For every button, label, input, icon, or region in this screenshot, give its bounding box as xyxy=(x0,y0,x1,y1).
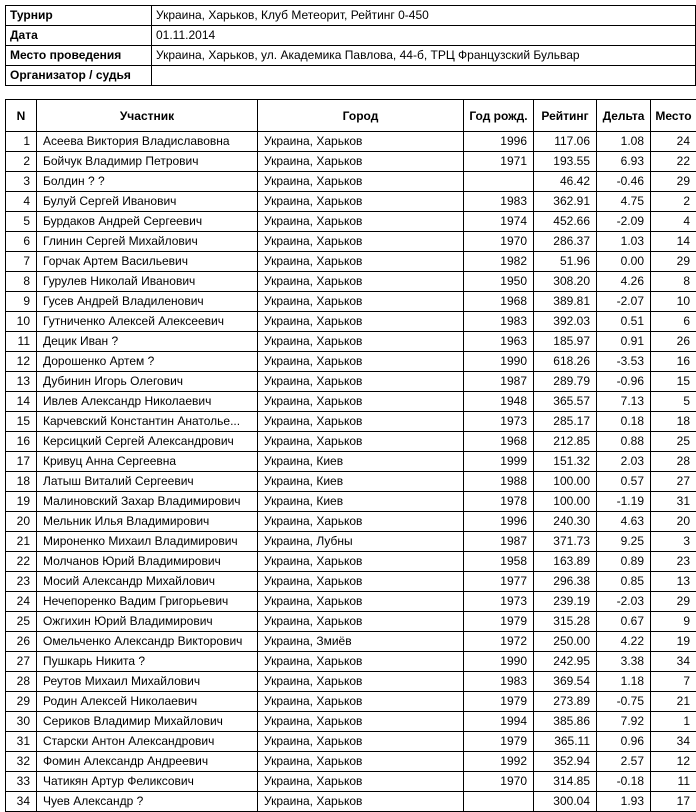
row-number: 30 xyxy=(6,712,37,732)
participant-city: Украина, Харьков xyxy=(258,292,464,312)
place: 1 xyxy=(651,712,696,732)
place: 13 xyxy=(651,572,696,592)
row-number: 12 xyxy=(6,352,37,372)
place: 16 xyxy=(651,352,696,372)
place: 18 xyxy=(651,412,696,432)
table-row xyxy=(6,512,696,532)
place: 25 xyxy=(651,432,696,452)
birth-year: 1968 xyxy=(464,432,534,452)
rating: 300.04 xyxy=(534,792,597,812)
participant-city: Украина, Харьков xyxy=(258,552,464,572)
participant-name: Карчевский Константин Анатолье... xyxy=(37,412,258,432)
participant-city: Украина, Харьков xyxy=(258,772,464,792)
birth-year: 1973 xyxy=(464,592,534,612)
participant-city: Украина, Харьков xyxy=(258,592,464,612)
participant-name: Чатикян Артур Феликсович xyxy=(37,772,258,792)
birth-year: 1979 xyxy=(464,732,534,752)
rating: 212.85 xyxy=(534,432,597,452)
rating-delta: 0.51 xyxy=(597,312,651,332)
place: 10 xyxy=(651,292,696,312)
participant-city: Украина, Харьков xyxy=(258,672,464,692)
participant-city: Украина, Харьков xyxy=(258,712,464,732)
birth-year: 1999 xyxy=(464,452,534,472)
rating-delta: -0.46 xyxy=(597,172,651,192)
rating: 314.85 xyxy=(534,772,597,792)
table-row xyxy=(6,132,696,152)
rating-delta: -2.03 xyxy=(597,592,651,612)
row-number: 7 xyxy=(6,252,37,272)
participant-name: Чуев Александр ? xyxy=(37,792,258,812)
rating: 352.94 xyxy=(534,752,597,772)
rating: 369.54 xyxy=(534,672,597,692)
participants-table-body xyxy=(6,132,696,812)
row-number: 21 xyxy=(6,532,37,552)
participant-name: Малиновский Захар Владимирович xyxy=(37,492,258,512)
birth-year: 1987 xyxy=(464,372,534,392)
rating: 365.57 xyxy=(534,392,597,412)
table-row xyxy=(6,772,696,792)
row-number: 26 xyxy=(6,632,37,652)
birth-year: 1988 xyxy=(464,472,534,492)
row-number: 33 xyxy=(6,772,37,792)
table-row xyxy=(6,312,696,332)
col-header-rating: Рейтинг xyxy=(534,100,597,132)
participant-name: Бойчук Владимир Петрович xyxy=(37,152,258,172)
rating: 371.73 xyxy=(534,532,597,552)
rating: 185.97 xyxy=(534,332,597,352)
table-row xyxy=(6,712,696,732)
rating-delta: 1.03 xyxy=(597,232,651,252)
tournament-info-body xyxy=(6,6,696,86)
header-row xyxy=(6,100,696,132)
info-value xyxy=(152,66,696,86)
row-number: 4 xyxy=(6,192,37,212)
rating: 273.89 xyxy=(534,692,597,712)
info-value: Украина, Харьков, Клуб Метеорит, Рейтинг 0-450 xyxy=(152,6,696,26)
birth-year: 1983 xyxy=(464,672,534,692)
rating: 46.42 xyxy=(534,172,597,192)
participant-city: Украина, Киев xyxy=(258,452,464,472)
participant-name: Ожгихин Юрий Владимирович xyxy=(37,612,258,632)
rating-delta: 1.08 xyxy=(597,132,651,152)
col-header-place: Место xyxy=(651,100,696,132)
row-number: 6 xyxy=(6,232,37,252)
birth-year: 1982 xyxy=(464,252,534,272)
rating: 239.19 xyxy=(534,592,597,612)
place: 4 xyxy=(651,212,696,232)
birth-year: 1970 xyxy=(464,232,534,252)
rating-delta: -0.96 xyxy=(597,372,651,392)
participant-name: Мосий Александр Михайлович xyxy=(37,572,258,592)
rating: 308.20 xyxy=(534,272,597,292)
participant-name: Децик Иван ? xyxy=(37,332,258,352)
rating-delta: 4.75 xyxy=(597,192,651,212)
participants-table-header xyxy=(6,100,696,132)
rating: 452.66 xyxy=(534,212,597,232)
participant-city: Украина, Змиёв xyxy=(258,632,464,652)
rating-delta: 0.89 xyxy=(597,552,651,572)
birth-year: 1996 xyxy=(464,132,534,152)
rating-delta: 6.93 xyxy=(597,152,651,172)
participant-city: Украина, Харьков xyxy=(258,172,464,192)
table-row xyxy=(6,572,696,592)
birth-year: 1983 xyxy=(464,312,534,332)
place: 19 xyxy=(651,632,696,652)
birth-year: 1958 xyxy=(464,552,534,572)
participant-name: Пушкарь Никита ? xyxy=(37,652,258,672)
birth-year: 1990 xyxy=(464,352,534,372)
participant-name: Асеева Виктория Владиславовна xyxy=(37,132,258,152)
participant-city: Украина, Харьков xyxy=(258,752,464,772)
place: 27 xyxy=(651,472,696,492)
place: 9 xyxy=(651,612,696,632)
participant-name: Болдин ? ? xyxy=(37,172,258,192)
participant-name: Мельник Илья Владимирович xyxy=(37,512,258,532)
participant-name: Омельченко Александр Викторович xyxy=(37,632,258,652)
participant-city: Украина, Харьков xyxy=(258,132,464,152)
participant-name: Бурдаков Андрей Сергеевич xyxy=(37,212,258,232)
rating-delta: 0.57 xyxy=(597,472,651,492)
participant-name: Латыш Виталий Сергеевич xyxy=(37,472,258,492)
row-number: 25 xyxy=(6,612,37,632)
table-row xyxy=(6,412,696,432)
participants-table xyxy=(5,99,696,812)
place: 31 xyxy=(651,492,696,512)
place: 24 xyxy=(651,132,696,152)
row-number: 29 xyxy=(6,692,37,712)
rating-delta: -1.19 xyxy=(597,492,651,512)
rating-delta: 4.63 xyxy=(597,512,651,532)
place: 20 xyxy=(651,512,696,532)
birth-year: 1978 xyxy=(464,492,534,512)
rating-delta: 0.96 xyxy=(597,732,651,752)
row-number: 2 xyxy=(6,152,37,172)
participant-city: Украина, Харьков xyxy=(258,372,464,392)
info-label: Дата xyxy=(6,26,152,46)
participant-city: Украина, Харьков xyxy=(258,432,464,452)
rating-delta: 7.13 xyxy=(597,392,651,412)
rating: 362.91 xyxy=(534,192,597,212)
rating: 151.32 xyxy=(534,452,597,472)
info-label: Место проведения xyxy=(6,46,152,66)
table-row xyxy=(6,212,696,232)
participant-name: Родин Алексей Николаевич xyxy=(37,692,258,712)
row-number: 17 xyxy=(6,452,37,472)
rating: 286.37 xyxy=(534,232,597,252)
table-row xyxy=(6,332,696,352)
row-number: 32 xyxy=(6,752,37,772)
table-row xyxy=(6,152,696,172)
participant-name: Гурулев Николай Иванович xyxy=(37,272,258,292)
birth-year: 1973 xyxy=(464,412,534,432)
participant-name: Гутниченко Алексей Алексеевич xyxy=(37,312,258,332)
row-number: 27 xyxy=(6,652,37,672)
birth-year: 1977 xyxy=(464,572,534,592)
participant-name: Нечепоренко Вадим Григорьевич xyxy=(37,592,258,612)
rating: 392.03 xyxy=(534,312,597,332)
participant-name: Булуй Сергей Иванович xyxy=(37,192,258,212)
row-number: 1 xyxy=(6,132,37,152)
table-row xyxy=(6,552,696,572)
table-row xyxy=(6,472,696,492)
rating-delta: 0.85 xyxy=(597,572,651,592)
col-header-city: Город xyxy=(258,100,464,132)
table-row xyxy=(6,612,696,632)
row-number: 23 xyxy=(6,572,37,592)
info-label: Турнир xyxy=(6,6,152,26)
row-number: 16 xyxy=(6,432,37,452)
rating: 250.00 xyxy=(534,632,597,652)
birth-year: 1948 xyxy=(464,392,534,412)
row-number: 3 xyxy=(6,172,37,192)
participant-city: Украина, Харьков xyxy=(258,352,464,372)
rating: 117.06 xyxy=(534,132,597,152)
participant-name: Дубинин Игорь Олегович xyxy=(37,372,258,392)
participant-city: Украина, Харьков xyxy=(258,692,464,712)
participant-city: Украина, Харьков xyxy=(258,252,464,272)
birth-year: 1950 xyxy=(464,272,534,292)
participant-city: Украина, Харьков xyxy=(258,232,464,252)
birth-year: 1970 xyxy=(464,772,534,792)
rating-delta: 0.67 xyxy=(597,612,651,632)
place: 11 xyxy=(651,772,696,792)
participant-name: Молчанов Юрий Владимирович xyxy=(37,552,258,572)
table-row xyxy=(6,752,696,772)
info-value: Украина, Харьков, ул. Академика Павлова, 44-б, ТРЦ Французский Бульвар xyxy=(152,46,696,66)
rating-delta: -3.53 xyxy=(597,352,651,372)
participant-name: Фомин Александр Андреевич xyxy=(37,752,258,772)
participant-city: Украина, Харьков xyxy=(258,272,464,292)
participant-name: Сериков Владимир Михайлович xyxy=(37,712,258,732)
row-number: 13 xyxy=(6,372,37,392)
info-row xyxy=(6,26,696,46)
rating-delta: 0.00 xyxy=(597,252,651,272)
participant-city: Украина, Харьков xyxy=(258,732,464,752)
row-number: 5 xyxy=(6,212,37,232)
rating-delta: 1.18 xyxy=(597,672,651,692)
row-number: 28 xyxy=(6,672,37,692)
place: 34 xyxy=(651,732,696,752)
participant-name: Мироненко Михаил Владимирович xyxy=(37,532,258,552)
participant-name: Старски Антон Александрович xyxy=(37,732,258,752)
place: 22 xyxy=(651,152,696,172)
row-number: 31 xyxy=(6,732,37,752)
birth-year: 1972 xyxy=(464,632,534,652)
participant-city: Украина, Харьков xyxy=(258,512,464,532)
place: 15 xyxy=(651,372,696,392)
rating: 163.89 xyxy=(534,552,597,572)
info-value: 01.11.2014 xyxy=(152,26,696,46)
table-row xyxy=(6,492,696,512)
birth-year: 1987 xyxy=(464,532,534,552)
info-row xyxy=(6,66,696,86)
rating-delta: 1.93 xyxy=(597,792,651,812)
info-row xyxy=(6,46,696,66)
participant-city: Украина, Харьков xyxy=(258,312,464,332)
table-row xyxy=(6,792,696,812)
row-number: 22 xyxy=(6,552,37,572)
participant-name: Кривуц Анна Сергеевна xyxy=(37,452,258,472)
participant-city: Украина, Киев xyxy=(258,472,464,492)
col-header-birth-year: Год рожд. xyxy=(464,100,534,132)
table-row xyxy=(6,192,696,212)
participant-name: Глинин Сергей Михайлович xyxy=(37,232,258,252)
rating: 296.38 xyxy=(534,572,597,592)
birth-year: 1996 xyxy=(464,512,534,532)
row-number: 8 xyxy=(6,272,37,292)
birth-year: 1971 xyxy=(464,152,534,172)
participant-name: Ивлев Александр Николаевич xyxy=(37,392,258,412)
place: 29 xyxy=(651,252,696,272)
table-row xyxy=(6,352,696,372)
place: 5 xyxy=(651,392,696,412)
participant-city: Украина, Харьков xyxy=(258,412,464,432)
row-number: 15 xyxy=(6,412,37,432)
rating: 193.55 xyxy=(534,152,597,172)
participant-name: Керсицкий Сергей Александрович xyxy=(37,432,258,452)
rating: 289.79 xyxy=(534,372,597,392)
place: 2 xyxy=(651,192,696,212)
place: 29 xyxy=(651,172,696,192)
rating-delta: 3.38 xyxy=(597,652,651,672)
table-row xyxy=(6,292,696,312)
rating: 242.95 xyxy=(534,652,597,672)
table-row xyxy=(6,232,696,252)
rating: 389.81 xyxy=(534,292,597,312)
place: 34 xyxy=(651,652,696,672)
place: 26 xyxy=(651,332,696,352)
rating-delta: 0.88 xyxy=(597,432,651,452)
participant-city: Украина, Харьков xyxy=(258,612,464,632)
row-number: 19 xyxy=(6,492,37,512)
info-row xyxy=(6,6,696,26)
row-number: 20 xyxy=(6,512,37,532)
rating-delta: 7.92 xyxy=(597,712,651,732)
place: 8 xyxy=(651,272,696,292)
birth-year xyxy=(464,172,534,192)
rating: 100.00 xyxy=(534,472,597,492)
participant-city: Украина, Харьков xyxy=(258,792,464,812)
place: 21 xyxy=(651,692,696,712)
place: 17 xyxy=(651,792,696,812)
table-row xyxy=(6,372,696,392)
participant-name: Горчак Артем Васильевич xyxy=(37,252,258,272)
place: 7 xyxy=(651,672,696,692)
rating-delta: -2.07 xyxy=(597,292,651,312)
row-number: 34 xyxy=(6,792,37,812)
table-row xyxy=(6,252,696,272)
rating-delta: 9.25 xyxy=(597,532,651,552)
table-row xyxy=(6,532,696,552)
col-header-participant: Участник xyxy=(37,100,258,132)
table-row xyxy=(6,692,696,712)
place: 28 xyxy=(651,452,696,472)
col-header-number: N xyxy=(6,100,37,132)
rating: 618.26 xyxy=(534,352,597,372)
participant-city: Украина, Харьков xyxy=(258,192,464,212)
place: 23 xyxy=(651,552,696,572)
participant-city: Украина, Харьков xyxy=(258,652,464,672)
rating: 285.17 xyxy=(534,412,597,432)
birth-year: 1994 xyxy=(464,712,534,732)
info-label: Организатор / судья xyxy=(6,66,152,86)
rating-delta: 2.57 xyxy=(597,752,651,772)
row-number: 24 xyxy=(6,592,37,612)
participant-name: Дорошенко Артем ? xyxy=(37,352,258,372)
table-row xyxy=(6,452,696,472)
birth-year: 1990 xyxy=(464,652,534,672)
participant-city: Украина, Харьков xyxy=(258,332,464,352)
birth-year: 1963 xyxy=(464,332,534,352)
place: 12 xyxy=(651,752,696,772)
participant-city: Украина, Харьков xyxy=(258,572,464,592)
table-row xyxy=(6,672,696,692)
rating: 315.28 xyxy=(534,612,597,632)
rating-delta: 2.03 xyxy=(597,452,651,472)
table-row xyxy=(6,732,696,752)
birth-year: 1974 xyxy=(464,212,534,232)
rating: 51.96 xyxy=(534,252,597,272)
birth-year: 1983 xyxy=(464,192,534,212)
row-number: 18 xyxy=(6,472,37,492)
participant-city: Украина, Харьков xyxy=(258,212,464,232)
rating-delta: -2.09 xyxy=(597,212,651,232)
tournament-info-table xyxy=(5,5,696,86)
birth-year: 1968 xyxy=(464,292,534,312)
table-row xyxy=(6,652,696,672)
participant-city: Украина, Киев xyxy=(258,492,464,512)
table-row xyxy=(6,272,696,292)
rating: 100.00 xyxy=(534,492,597,512)
row-number: 14 xyxy=(6,392,37,412)
participant-city: Украина, Харьков xyxy=(258,152,464,172)
birth-year: 1992 xyxy=(464,752,534,772)
rating: 365.11 xyxy=(534,732,597,752)
place: 3 xyxy=(651,532,696,552)
table-row xyxy=(6,592,696,612)
rating: 385.86 xyxy=(534,712,597,732)
row-number: 11 xyxy=(6,332,37,352)
table-row xyxy=(6,392,696,412)
table-row xyxy=(6,172,696,192)
row-number: 9 xyxy=(6,292,37,312)
rating-delta: 0.91 xyxy=(597,332,651,352)
rating: 240.30 xyxy=(534,512,597,532)
rating-delta: 4.22 xyxy=(597,632,651,652)
col-header-delta: Дельта xyxy=(597,100,651,132)
row-number: 10 xyxy=(6,312,37,332)
birth-year: 1979 xyxy=(464,612,534,632)
place: 6 xyxy=(651,312,696,332)
birth-year: 1979 xyxy=(464,692,534,712)
birth-year xyxy=(464,792,534,812)
participant-city: Украина, Лубны xyxy=(258,532,464,552)
rating-delta: 4.26 xyxy=(597,272,651,292)
table-row xyxy=(6,632,696,652)
rating-delta: -0.18 xyxy=(597,772,651,792)
participant-name: Реутов Михаил Михайлович xyxy=(37,672,258,692)
participant-name: Гусев Андрей Владиленович xyxy=(37,292,258,312)
table-row xyxy=(6,432,696,452)
place: 14 xyxy=(651,232,696,252)
place: 29 xyxy=(651,592,696,612)
participant-city: Украина, Харьков xyxy=(258,392,464,412)
rating-delta: -0.75 xyxy=(597,692,651,712)
rating-delta: 0.18 xyxy=(597,412,651,432)
